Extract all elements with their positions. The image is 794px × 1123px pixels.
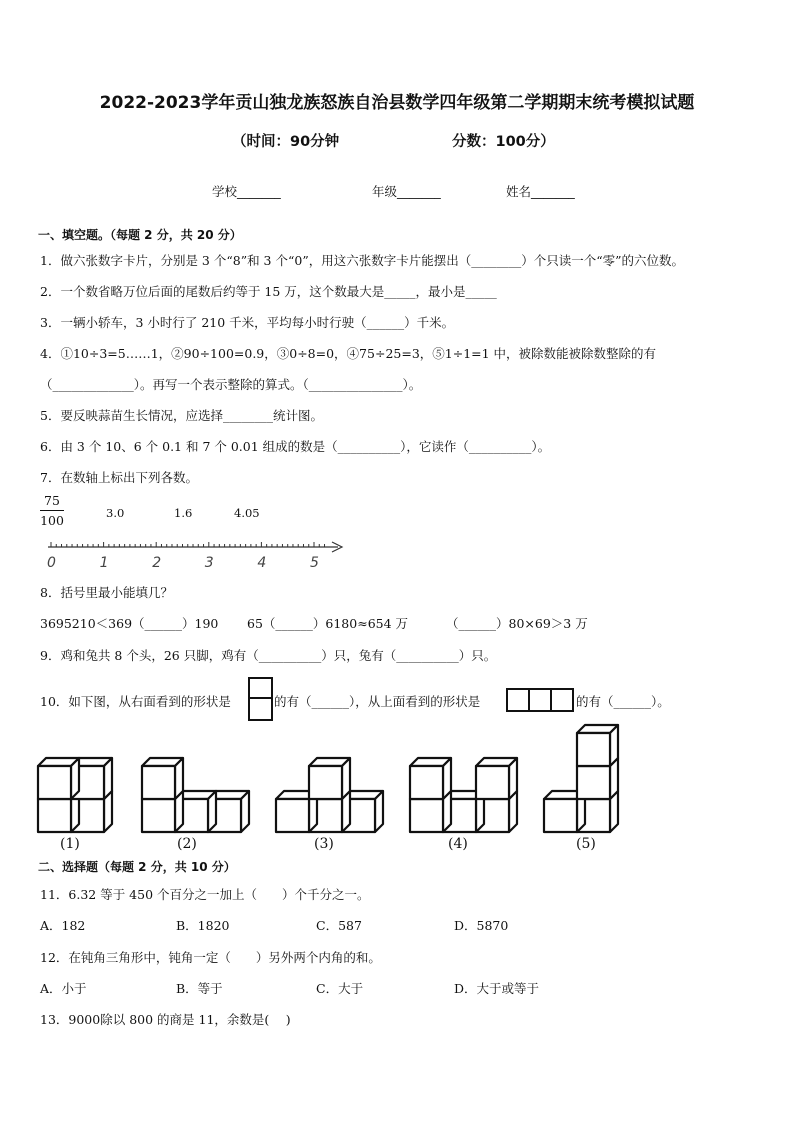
score-label: 分数：100分） [452, 134, 555, 150]
figure-label-5: (5) [576, 836, 596, 852]
cube [309, 758, 350, 799]
question-8-item-3: （______）80×69＞3 万 [446, 616, 588, 631]
number-line-label: 2 [152, 555, 162, 571]
figure-label-2: (2) [177, 836, 197, 852]
number-3-0: 3.0 [106, 506, 125, 520]
question-8-item-1: 3695210＜369（______）190 [40, 616, 219, 631]
number-line-label: 3 [204, 555, 214, 571]
figure-label-3: (3) [314, 836, 334, 852]
page-title: 2022-2023学年贡山独龙族怒族自治县数学四年级第二学期期末统考模拟试题 [99, 93, 695, 113]
number-line-label: 1 [99, 555, 109, 571]
question-11-option-a: A．182 [40, 918, 86, 933]
figure-label-1: (1) [60, 836, 80, 852]
number-line-label: 4 [257, 555, 267, 571]
question-12-option-d: D．大于或等于 [454, 981, 540, 996]
question-9: 9．鸡和兔共 8 个头，26 只脚，鸡有（__________）只，兔有（__________）只。 [40, 648, 497, 663]
question-10-part-2: 的有（______），从上面看到的形状是 [274, 694, 481, 709]
school-field: 学校_______ [212, 184, 281, 199]
number-line-label: 0 [47, 555, 56, 571]
question-11: 11．6.32 等于 450 个百分之一加上（ ）个千分之一。 [40, 887, 370, 902]
question-6: 6．由 3 个 10、6 个 0.1 和 7 个 0.01 组成的数是（__________），它读作（__________）。 [40, 439, 551, 454]
question-4: 4．①10÷3=5……1，②90÷100=0.9，③0÷8=0，④75÷25=3，⑤1÷1=1 中，被除数能被除数整除的有 [40, 346, 657, 361]
question-12-option-c: C．大于 [316, 981, 364, 996]
question-1: 1．做六张数字卡片，分别是 3 个“8”和 3 个“0”，用这六张数字卡片能摆出（________）个只读一个“零”的六位数。 [40, 253, 685, 268]
grade-field: 年级_______ [372, 184, 441, 199]
question-10-part-1: 10．如下图，从右面看到的形状是 [40, 694, 231, 709]
fraction-numerator: 75 [44, 493, 60, 508]
question-12-option-a: A．小于 [40, 981, 87, 996]
cube [410, 758, 451, 799]
question-13: 13．9000除以 800 的商是 11，余数是( ) [40, 1012, 291, 1027]
cube [476, 758, 517, 799]
question-5: 5．要反映蒜苗生长情况，应选择________统计图。 [40, 408, 323, 423]
question-2: 2．一个数省略万位后面的尾数后约等于 15 万，这个数最大是_____，最小是_____ [40, 284, 497, 299]
question-11-option-c: C．587 [316, 918, 362, 933]
question-11-option-d: D．5870 [454, 918, 509, 933]
number-4-05: 4.05 [234, 506, 260, 520]
question-10-part-3: 的有（______）。 [576, 694, 670, 709]
question-12: 12．在钝角三角形中，钝角一定（ ）另外两个内角的和。 [40, 950, 381, 965]
question-8: 8．括号里最小能填几？ [40, 585, 173, 600]
question-12-option-b: B．等于 [176, 981, 223, 996]
number-line-label: 5 [310, 555, 319, 571]
cube [142, 758, 183, 799]
cube [38, 758, 79, 799]
question-3: 3．一辆小轿车，3 小时行了 210 千米，平均每小时行驶（______）千米。 [40, 315, 455, 330]
cube [577, 725, 618, 766]
figure-label-4: (4) [448, 836, 468, 852]
question-4-continued: （_____________）。再写一个表示整除的算式。（_______________）。 [40, 377, 422, 392]
section-heading-choice: 二、选择题（每题 2 分，共 10 分） [38, 860, 236, 874]
name-field: 姓名_______ [506, 184, 575, 199]
number-1-6: 1.6 [174, 506, 193, 520]
question-8-item-2: 65（______）6180≈654 万 [247, 616, 409, 631]
question-11-option-b: B．1820 [176, 918, 230, 933]
section-heading-fill-in: 一、填空题。（每题 2 分，共 20 分） [38, 228, 242, 242]
question-7: 7．在数轴上标出下列各数。 [40, 470, 198, 485]
fraction-denominator: 100 [40, 513, 64, 528]
time-label: （时间：90分钟 [232, 134, 340, 150]
